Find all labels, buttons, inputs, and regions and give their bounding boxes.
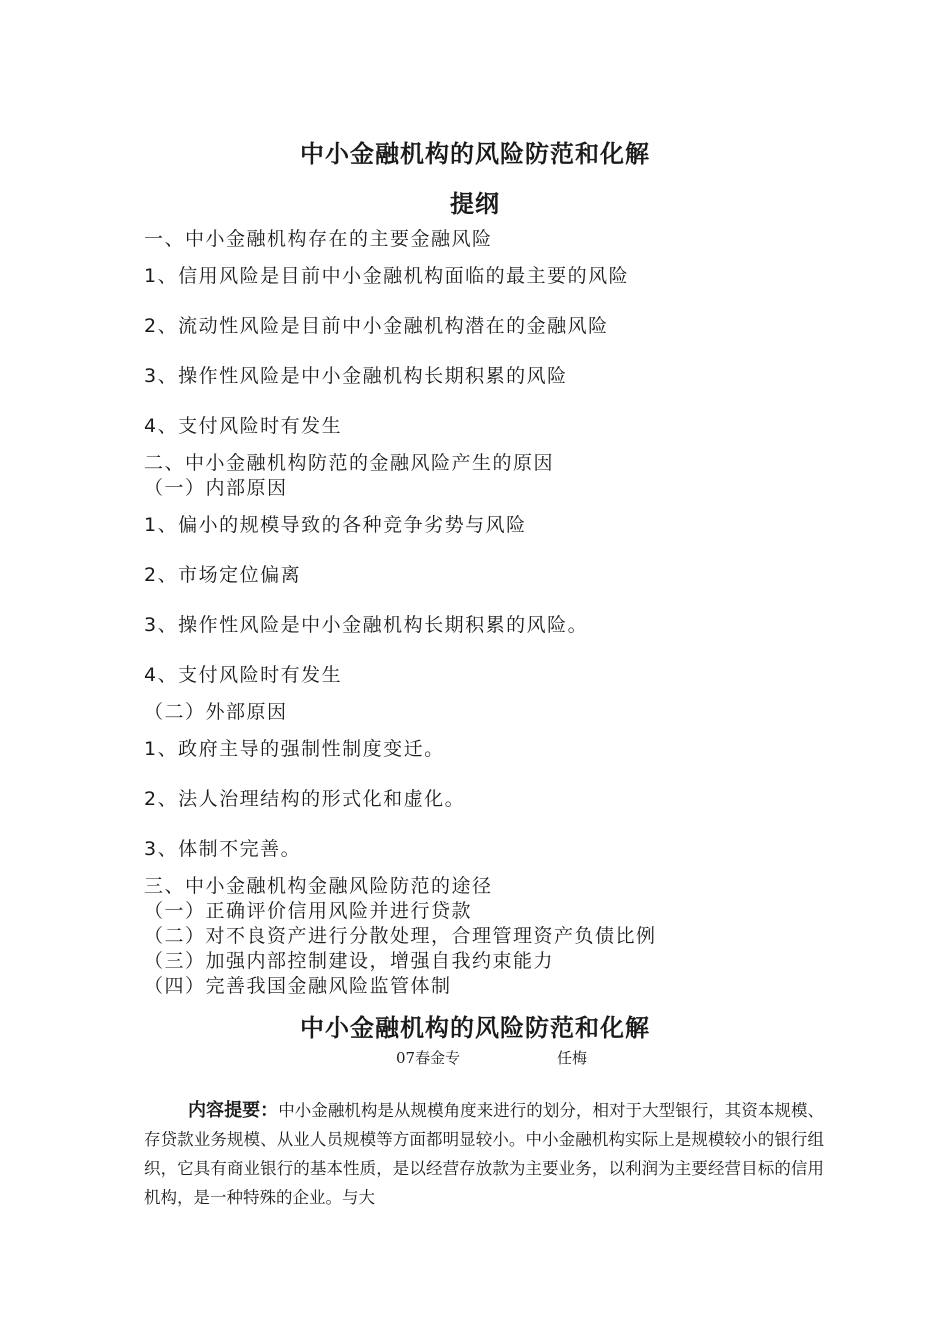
outline-item: 4、支付风险时有发生	[144, 664, 343, 686]
outline-item: （一）内部原因	[144, 477, 288, 499]
outline-item: （三）加强内部控制建设，增强自我约束能力	[144, 950, 555, 972]
outline-item: 3、操作性风险是中小金融机构长期积累的风险	[144, 365, 568, 387]
outline-heading: 提纲	[450, 190, 500, 218]
outline-item: 4、支付风险时有发生	[144, 415, 343, 437]
outline-item: 二、中小金融机构防范的金融风险产生的原因	[144, 452, 555, 474]
outline-item: （四）完善我国金融风险监管体制	[144, 975, 452, 997]
outline-item: 一、中小金融机构存在的主要金融风险	[144, 228, 493, 250]
outline-item: 1、政府主导的强制性制度变迁。	[144, 738, 445, 760]
abstract-paragraph	[144, 1096, 824, 1212]
byline-class: 07春金专	[396, 1049, 461, 1067]
outline-item: 三、中小金融机构金融风险防范的途径	[144, 875, 493, 897]
abstract-text: 中小金融机构是从规模角度来进行的划分，相对于大型银行，其资本规模、存贷款业务规模、从业人员规模等方面都明显较小。中小金融机构实际上是规模较小的银行组织，它具有商业银行的基本性质，是以经营存放款为主要业务，以利润为主要经营目标的信用机构，是一种特殊的企业。与大	[144, 1101, 825, 1207]
outline-item: （二）对不良资产进行分散处理，合理管理资产负债比例	[144, 925, 657, 947]
outline-item: 1、偏小的规模导致的各种竞争劣势与风险	[144, 514, 527, 536]
outline-item: 2、流动性风险是目前中小金融机构潜在的金融风险	[144, 315, 609, 337]
outline-item: 2、市场定位偏离	[144, 564, 302, 586]
outline-item: （一）正确评价信用风险并进行贷款	[144, 900, 473, 922]
outline-item: 3、体制不完善。	[144, 838, 302, 860]
outline-item: 3、操作性风险是中小金融机构长期积累的风险。	[144, 614, 589, 636]
outline-item: （二）外部原因	[144, 701, 288, 723]
outline-item: 1、信用风险是目前中小金融机构面临的最主要的风险	[144, 265, 630, 287]
outline-item: 2、法人治理结构的形式化和虚化。	[144, 788, 466, 810]
document-title: 中小金融机构的风险防范和化解	[300, 140, 650, 168]
body-title: 中小金融机构的风险防范和化解	[300, 1014, 650, 1042]
byline-author: 任梅	[557, 1049, 588, 1067]
abstract-label: 内容提要：	[188, 1100, 279, 1121]
